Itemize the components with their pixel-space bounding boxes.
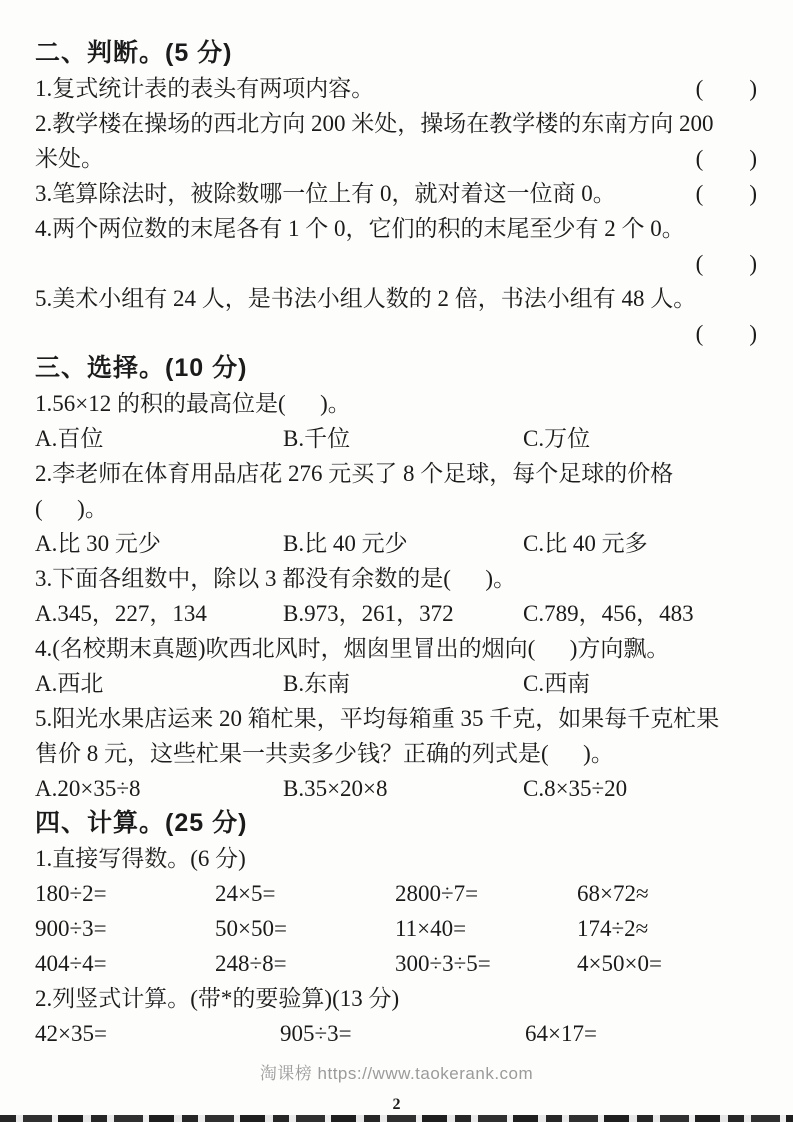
choice-q5-option-a: A.20×35÷8 (35, 776, 141, 801)
calc-direct-title: 1.直接写得数。(6 分) (35, 846, 246, 871)
choice-q2-line1: 2.李老师在体育用品店花 276 元买了 8 个足球，每个足球的价格 (35, 461, 674, 486)
judgment-q4-answer-paren: ( ) (695, 251, 757, 276)
judgment-q5-answer-paren: ( ) (695, 321, 757, 346)
choice-q4-text: 4.(名校期末真题)吹西北风时，烟囱里冒出的烟向( )方向飘。 (35, 636, 670, 661)
section-judgment (35, 36, 757, 351)
judgment-q3 (35, 176, 757, 211)
section-choice (35, 351, 757, 806)
choice-q1-option-a: A.百位 (35, 426, 104, 451)
calc-expression: 180÷2= (35, 881, 107, 906)
judgment-q1-answer-paren: ( ) (695, 76, 757, 101)
judgment-q2-answer-paren: ( ) (695, 146, 757, 171)
judgment-q3-text: 3.笔算除法时，被除数哪一位上有 0，就对着这一位商 0。 (35, 181, 616, 206)
choice-q5-line2: 售价 8 元，这些杧果一共卖多少钱？正确的列式是( )。 (35, 741, 614, 766)
calc-direct-row-1 (35, 876, 757, 911)
choice-q4-option-a: A.西北 (35, 671, 104, 696)
choice-q3-text: 3.下面各组数中，除以 3 都没有余数的是( )。 (35, 566, 517, 591)
choice-q3-option-a: A.345，227，134 (35, 601, 207, 626)
choice-q2-option-b: B.比 40 元少 (283, 531, 408, 556)
judgment-heading: 二、判断。(5 分) (35, 39, 233, 67)
judgment-q2-text: 米处。 (35, 146, 104, 171)
calc-direct-row-3 (35, 946, 757, 981)
judgment-q4-line1: 4.两个两位数的末尾各有 1 个 0，它们的积的末尾至少有 2 个 0。 (35, 216, 685, 241)
choice-q5-options (35, 771, 757, 806)
calc-vertical-title: 2.列竖式计算。(带*的要验算)(13 分) (35, 986, 400, 1011)
judgment-q5-line1: 5.美术小组有 24 人，是书法小组人数的 2 倍，书法小组有 48 人。 (35, 286, 697, 311)
choice-q1-option-c: C.万位 (523, 426, 591, 451)
choice-heading: 三、选择。(10 分) (35, 354, 248, 382)
calc-expression: 900÷3= (35, 916, 107, 941)
choice-q4-options (35, 666, 757, 701)
calc-expression: 42×35= (35, 1021, 107, 1046)
choice-q4-option-b: B.东南 (283, 671, 351, 696)
calc-expression: 248÷8= (215, 951, 287, 976)
choice-q1-options (35, 421, 757, 456)
choice-q3-options (35, 596, 757, 631)
judgment-q2-line2 (35, 141, 757, 176)
choice-q5-option-b: B.35×20×8 (283, 776, 388, 801)
choice-q3-option-c: C.789，456，483 (523, 601, 694, 626)
calc-vertical-row (35, 1016, 757, 1051)
section-calculation (35, 806, 757, 1051)
choice-q1-text: 1.56×12 的积的最高位是( )。 (35, 391, 351, 416)
choice-q5-option-c: C.8×35÷20 (523, 776, 628, 801)
judgment-q1 (35, 71, 757, 106)
calculation-heading: 四、计算。(25 分) (35, 809, 248, 837)
calc-expression: 50×50= (215, 916, 287, 941)
calc-expression: 24×5= (215, 881, 276, 906)
calc-expression: 11×40= (395, 916, 467, 941)
choice-q2-line2: ( )。 (35, 496, 108, 521)
calc-expression: 905÷3= (280, 1021, 352, 1046)
choice-q2-option-a: A.比 30 元少 (35, 531, 161, 556)
calc-expression: 2800÷7= (395, 881, 479, 906)
next-page-edge-strip (0, 1115, 793, 1122)
calc-expression: 4×50×0= (577, 951, 662, 976)
choice-q2-options (35, 526, 757, 561)
choice-q2-option-c: C.比 40 元多 (523, 531, 648, 556)
calc-direct-row-2 (35, 911, 757, 946)
calc-expression: 300÷3÷5= (395, 951, 491, 976)
watermark-text: 淘课榜 https://www.taokerank.com (259, 1064, 534, 1083)
judgment-q3-answer-paren: ( ) (695, 181, 757, 206)
choice-q4-option-c: C.西南 (523, 671, 591, 696)
page-number: 2 (392, 1096, 401, 1113)
choice-q1-option-b: B.千位 (283, 426, 351, 451)
calc-expression: 404÷4= (35, 951, 107, 976)
choice-q5-line1: 5.阳光水果店运来 20 箱杧果，平均每箱重 35 千克，如果每千克杧果 (35, 706, 720, 731)
calc-expression: 64×17= (525, 1021, 597, 1046)
judgment-q2-line1: 2.教学楼在操场的西北方向 200 米处，操场在教学楼的东南方向 200 (35, 111, 714, 136)
judgment-q1-text: 1.复式统计表的表头有两项内容。 (35, 76, 375, 101)
exam-page-content (35, 36, 757, 1051)
calc-expression: 68×72≈ (577, 881, 649, 906)
calc-expression: 174÷2≈ (577, 916, 649, 941)
choice-q3-option-b: B.973，261，372 (283, 601, 454, 626)
